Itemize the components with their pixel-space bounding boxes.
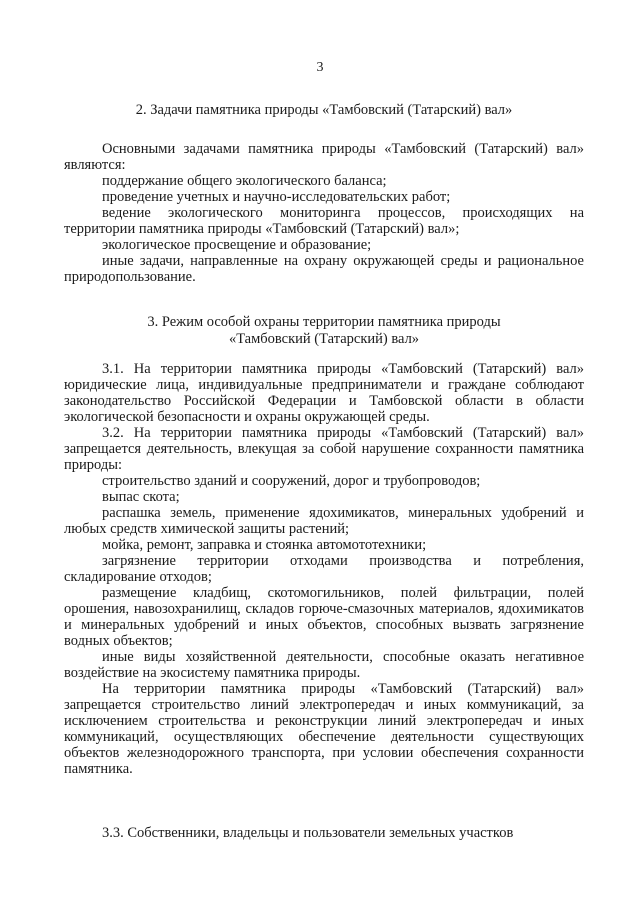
section-2-body <box>64 141 584 285</box>
prohibited-item: иные виды хозяйственной деятельности, способные оказать негативное воздействие на экосистему памятника природы. <box>64 649 584 681</box>
paragraph-3-2: 3.2. На территории памятника природы «Тамбовский (Татарский) вал» запрещается деятельность, влекущая за собой нарушение сохранности памятника природы: <box>64 425 584 473</box>
prohibited-item: распашка земель, применение ядохимикатов, минеральных удобрений и любых средств химической защиты растений; <box>64 505 584 537</box>
task-item: поддержание общего экологического баланса; <box>102 173 387 189</box>
paragraph-3-3-start: 3.3. Собственники, владельцы и пользователи земельных участков <box>102 825 514 841</box>
task-item: ведение экологического мониторинга процессов, происходящих на территории памятника природы «Тамбовский (Татарский) вал»; <box>64 205 584 237</box>
task-item: проведение учетных и научно-исследовательских работ; <box>102 189 451 205</box>
section-3-body <box>64 361 584 777</box>
section-2-intro: Основными задачами памятника природы «Тамбовский (Татарский) вал» являются: <box>64 141 584 173</box>
prohibited-item: загрязнение территории отходами производства и потребления, складирование отходов; <box>64 553 584 585</box>
task-item: экологическое просвещение и образование; <box>102 237 372 253</box>
section-3-heading-line1: 3. Режим особой охраны территории памятника природы <box>147 314 501 330</box>
section-3-heading-line2: «Тамбовский (Татарский) вал» <box>228 331 420 347</box>
section-2-heading: 2. Задачи памятника природы «Тамбовский (Татарский) вал» <box>135 102 513 118</box>
prohibited-item: мойка, ремонт, заправка и стоянка автомототехники; <box>102 537 427 553</box>
paragraph-power-lines: На территории памятника природы «Тамбовский (Татарский) вал» запрещается строительство линий электропередач и иных коммуникаций, за исключением строительства и реконструкции линий электропередач и иных коммуникаций, осуществляющих обеспечение деятельности существующих объектов железнодорожного транспорта, при условии обеспечения сохранности памятника. <box>64 681 584 777</box>
page-number: 3 <box>316 60 324 75</box>
prohibited-item: выпас скота; <box>102 489 180 505</box>
task-item: иные задачи, направленные на охрану окружающей среды и рациональное природопользование. <box>64 253 584 285</box>
prohibited-item: размещение кладбищ, скотомогильников, полей фильтрации, полей орошения, навозохранилищ, складов горюче-смазочных материалов, ядохимикатов и минеральных удобрений и иных объектов, способных вызвать загрязнение водных объектов; <box>64 585 584 649</box>
prohibited-item: строительство зданий и сооружений, дорог и трубопроводов; <box>102 473 481 489</box>
section-3-heading <box>64 314 584 348</box>
paragraph-3-1: 3.1. На территории памятника природы «Тамбовский (Татарский) вал» юридические лица, индивидуальные предприниматели и граждане соблюдают законодательство Российской Федерации и Тамбовской области в области экологической безопасности и охраны окружающей среды. <box>64 361 584 425</box>
